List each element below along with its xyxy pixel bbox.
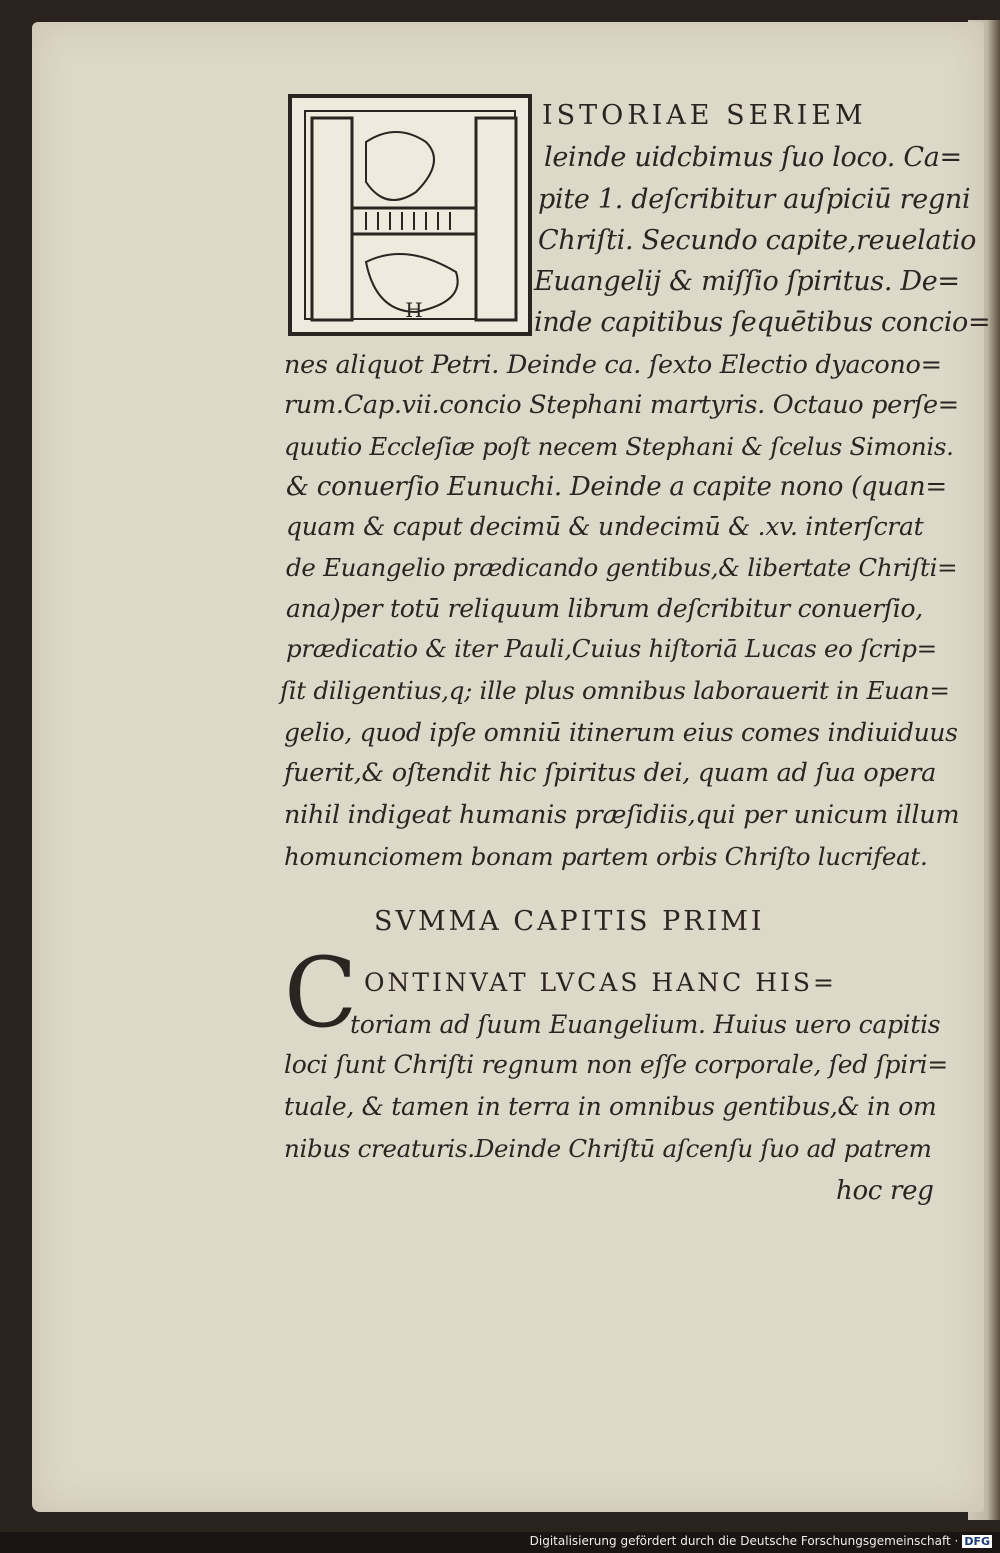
text-line: rum.Cap.vii.concio Stephani martyris. Octauo perſe= [284,390,959,420]
text-line: Euangelij & miſſio ſpiritus. De= [534,266,960,297]
text-line: quam & caput decimū & undecimū & .xv. interſcrat [286,512,924,541]
text-line: homunciomem bonam partem orbis Chriſto lucrifeat. [284,842,928,871]
text-line: pite 1. deſcribitur auſpiciū regni [538,184,971,215]
decorated-initial-h [288,94,532,336]
text-line: ſit diligentius,q; ille plus omnibus laborauerit in Euan= [280,676,950,705]
text-line: tuale, & tamen in terra in omnibus gentibus,& in om [284,1092,937,1121]
initial-woodcut-icon [306,112,522,326]
footer-text: Digitalisierung gefördert durch die Deutsche Forschungsgemeinschaft [529,1534,951,1548]
text-line: gelio, quod ipſe omniū itinerum eius comes indiuiduus [284,718,958,747]
text-line: nihil indigeat humanis præſidiis,qui per unicum illum [284,800,960,830]
text-line: nibus creaturis.Deinde Chriſtū aſcenſu ſuo ad patrem [284,1134,932,1163]
catchword: hoc reg [836,1176,934,1206]
text-line: fuerit,& oſtendit hic ſpiritus dei, quam ad ſua opera [284,758,937,788]
dfg-logo: DFG [964,1535,990,1548]
initial-frame [304,110,516,320]
text-line: quutio Eccleſiæ poſt necem Stephani & ſcelus Simonis. [284,432,954,461]
first-line-caps: ISTORIAE SERIEM [542,100,867,131]
text-line: & conuerſio Eunuchi. Deinde a capite nono (quan= [286,472,947,502]
text-line: Chriſti. Secundo capite,reuelatio [538,225,977,256]
footer-credit: Digitalisierung gefördert durch die Deutsche Forschungsgemeinschaft · DFG [529,1534,990,1548]
text-line: nes aliquot Petri. Deinde ca. ſexto Electio dyacono= [284,350,942,380]
second-caps: ONTINVAT LVCAS HANC HIS= [364,968,837,997]
text-line: inde capitibus ſequētibus concio= [534,307,991,338]
text-line: de Euangelio prædicando gentibus,& libertate Chriſti= [286,553,958,582]
text-line: leinde uidcbimus ſuo loco. Ca= [544,142,962,173]
svg-text:H: H [405,298,423,322]
section-heading: SVMMA CAPITIS PRIMI [374,906,765,937]
text-line: ana)per totū reliquum librum deſcribitur conuerſio, [286,594,923,623]
text-line: toriam ad ſuum Euangelium. Huius uero capitis [350,1010,941,1039]
text-line: loci ſunt Chriſti regnum non eſſe corporale, ſed ſpiri= [284,1050,948,1079]
initial-c: C [284,937,358,1049]
text-line: prædicatio & iter Pauli,Cuius hiſtoriā Lucas eo ſcrip= [286,634,937,663]
